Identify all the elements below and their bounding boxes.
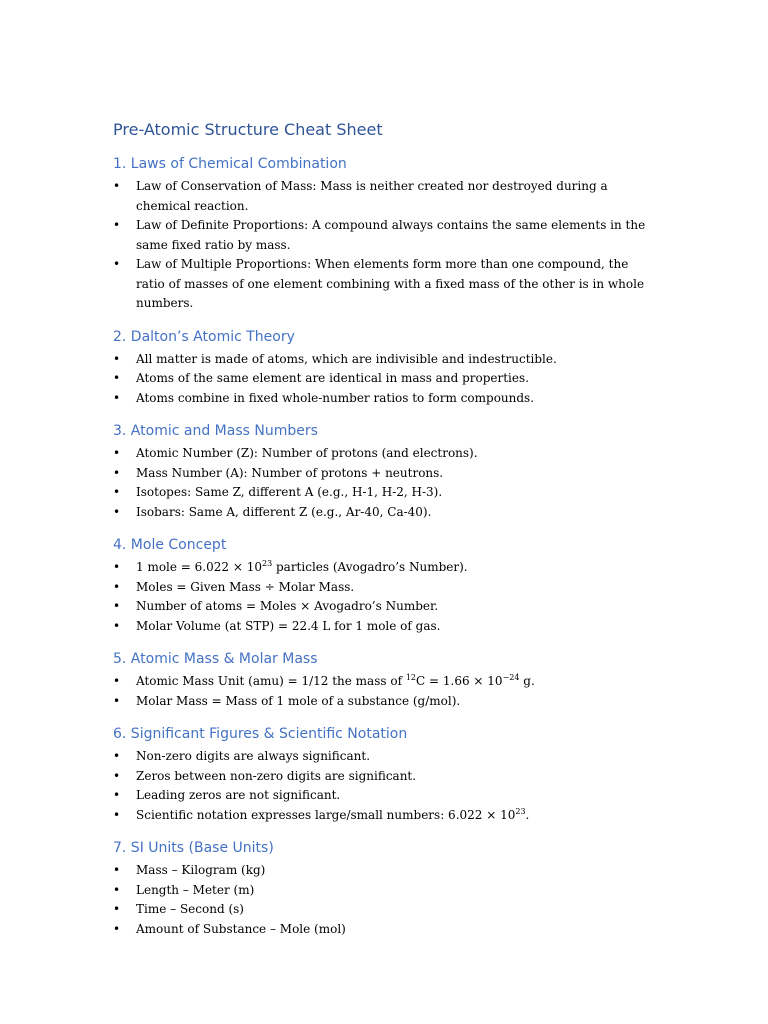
- list-item: [113, 786, 658, 806]
- section-heading: 7. SI Units (Base Units): [113, 840, 274, 856]
- bullet-icon: •: [113, 693, 121, 708]
- list-item-text: Atomic Number (Z): Number of protons (and electrons).: [136, 446, 478, 460]
- list-item-text: Moles = Given Mass ÷ Molar Mass.: [136, 579, 355, 594]
- section-laws-of-chemical-combination: [113, 155, 658, 314]
- exponent: 23: [261, 559, 273, 568]
- section-heading: 5. Atomic Mass & Molar Mass: [113, 651, 318, 667]
- bullet-list: [113, 672, 658, 711]
- section-heading: 3. Atomic and Mass Numbers: [113, 423, 318, 439]
- bullet-icon: •: [113, 179, 121, 193]
- list-item-text: Molar Mass = Mass of 1 mole of a substance (g/mol).: [136, 693, 461, 708]
- list-item: [113, 177, 658, 216]
- list-item-text: Scientific notation expresses large/small numbers: $6.022 \times 10^{23}$.: [136, 806, 530, 822]
- bullet-icon: •: [113, 749, 121, 763]
- section-heading: 1. Laws of Chemical Combination: [113, 156, 347, 172]
- section-heading: 4. Mole Concept: [113, 537, 227, 553]
- bullet-icon: •: [113, 807, 121, 822]
- list-item-text: Law of Conservation of Mass: Mass is neither created nor destroyed during a chemical reaction.: [136, 179, 608, 213]
- list-item: [113, 389, 658, 409]
- list-item: [113, 483, 658, 503]
- list-item-text: Number of atoms = Moles × Avogadro’s Number.: [136, 599, 439, 613]
- bullet-icon: •: [113, 465, 121, 480]
- list-item-text: Mass – Kilogram (kg): [136, 863, 266, 877]
- list-item: [113, 920, 658, 940]
- list-item-text: Length – Meter (m): [136, 882, 255, 897]
- bullet-list: [113, 444, 658, 522]
- bullet-icon: •: [113, 351, 121, 366]
- list-item-text: Law of Multiple Proportions: When elements form more than one compound, the ratio of masses of one element combining with a fixed mass of the other is in whole numbers.: [136, 257, 645, 310]
- list-item: [113, 881, 658, 901]
- list-item-text: Isobars: Same A, different Z (e.g., Ar-40, Ca-40).: [136, 504, 432, 519]
- document-body: [113, 120, 658, 953]
- bullet-list: [113, 350, 658, 409]
- exponent: 23: [515, 806, 526, 816]
- bullet-icon: •: [113, 485, 121, 499]
- section-atomic-and-mass-numbers: [113, 422, 658, 522]
- bullet-list: [113, 861, 658, 939]
- exponent: 12: [405, 673, 417, 682]
- section-significant-figures: [113, 725, 658, 825]
- section-heading: 6. Significant Figures & Scientific Notation: [113, 726, 408, 742]
- bullet-list: [113, 558, 658, 636]
- bullet-icon: •: [113, 618, 121, 633]
- bullet-icon: •: [113, 921, 121, 936]
- list-item: [113, 444, 658, 464]
- list-item: [113, 578, 658, 598]
- bullet-icon: •: [113, 674, 121, 688]
- section-daltons-atomic-theory: [113, 328, 658, 409]
- section-heading: 2. Dalton’s Atomic Theory: [113, 328, 295, 345]
- section-atomic-mass-molar-mass: [113, 650, 658, 711]
- list-item: [113, 672, 658, 692]
- list-item: [113, 861, 658, 881]
- bullet-icon: •: [113, 599, 121, 613]
- list-item-text: 1 mole = $6.022 \times 10^{23}$ particles (Avogadro’s Number).: [136, 559, 468, 574]
- list-item: [113, 617, 658, 637]
- bullet-icon: •: [113, 579, 121, 594]
- bullet-icon: •: [113, 902, 121, 916]
- list-item-text: Time – Second (s): [136, 902, 244, 916]
- list-item: [113, 692, 658, 712]
- list-item: [113, 806, 658, 826]
- list-item: [113, 747, 658, 767]
- list-item: [113, 900, 658, 920]
- list-item-text: Atoms of the same element are identical in mass and properties.: [136, 371, 529, 385]
- list-item-text: Mass Number (A): Number of protons + neutrons.: [136, 465, 444, 480]
- exponent: −24: [502, 673, 520, 682]
- list-item: [113, 216, 658, 255]
- list-item-text: Non-zero digits are always significant.: [136, 749, 371, 763]
- bullet-icon: •: [113, 446, 121, 460]
- list-item: [113, 597, 658, 617]
- bullet-icon: •: [113, 504, 121, 519]
- bullet-list: [113, 177, 658, 314]
- page-title: Pre-Atomic Structure Cheat Sheet: [113, 120, 383, 139]
- list-item: [113, 558, 658, 578]
- list-item-text: Atomic Mass Unit (amu) = 1/12 the mass of $^{12}C = 1.66 \times 10^{-24}$ g.: [136, 673, 535, 688]
- list-item-text: Isotopes: Same Z, different A (e.g., H-1, H-2, H-3).: [136, 485, 443, 499]
- list-item-text: Leading zeros are not significant.: [136, 788, 341, 802]
- bullet-icon: •: [113, 560, 121, 574]
- bullet-icon: •: [113, 863, 121, 877]
- list-item: [113, 464, 658, 484]
- list-item-text: Atoms combine in fixed whole-number ratios to form compounds.: [136, 390, 535, 405]
- list-item: [113, 767, 658, 787]
- list-item-text: Amount of Substance – Mole (mol): [136, 921, 346, 936]
- bullet-icon: •: [113, 390, 121, 405]
- list-item-text: Zeros between non-zero digits are significant.: [136, 768, 417, 783]
- bullet-list: [113, 747, 658, 825]
- section-si-units: [113, 839, 658, 939]
- bullet-icon: •: [113, 882, 121, 897]
- section-mole-concept: [113, 536, 658, 636]
- list-item: [113, 369, 658, 389]
- bullet-icon: •: [113, 257, 121, 271]
- list-item-text: Molar Volume (at STP) = 22.4 L for 1 mole of gas.: [136, 618, 441, 633]
- bullet-icon: •: [113, 218, 121, 232]
- list-item: [113, 350, 658, 370]
- list-item-text: Law of Definite Proportions: A compound always contains the same elements in the same fixed ratio by mass.: [136, 218, 646, 252]
- list-item: [113, 503, 658, 523]
- bullet-icon: •: [113, 371, 121, 385]
- list-item: [113, 255, 658, 314]
- bullet-icon: •: [113, 788, 121, 802]
- bullet-icon: •: [113, 768, 121, 783]
- list-item-text: All matter is made of atoms, which are indivisible and indestructible.: [136, 351, 557, 366]
